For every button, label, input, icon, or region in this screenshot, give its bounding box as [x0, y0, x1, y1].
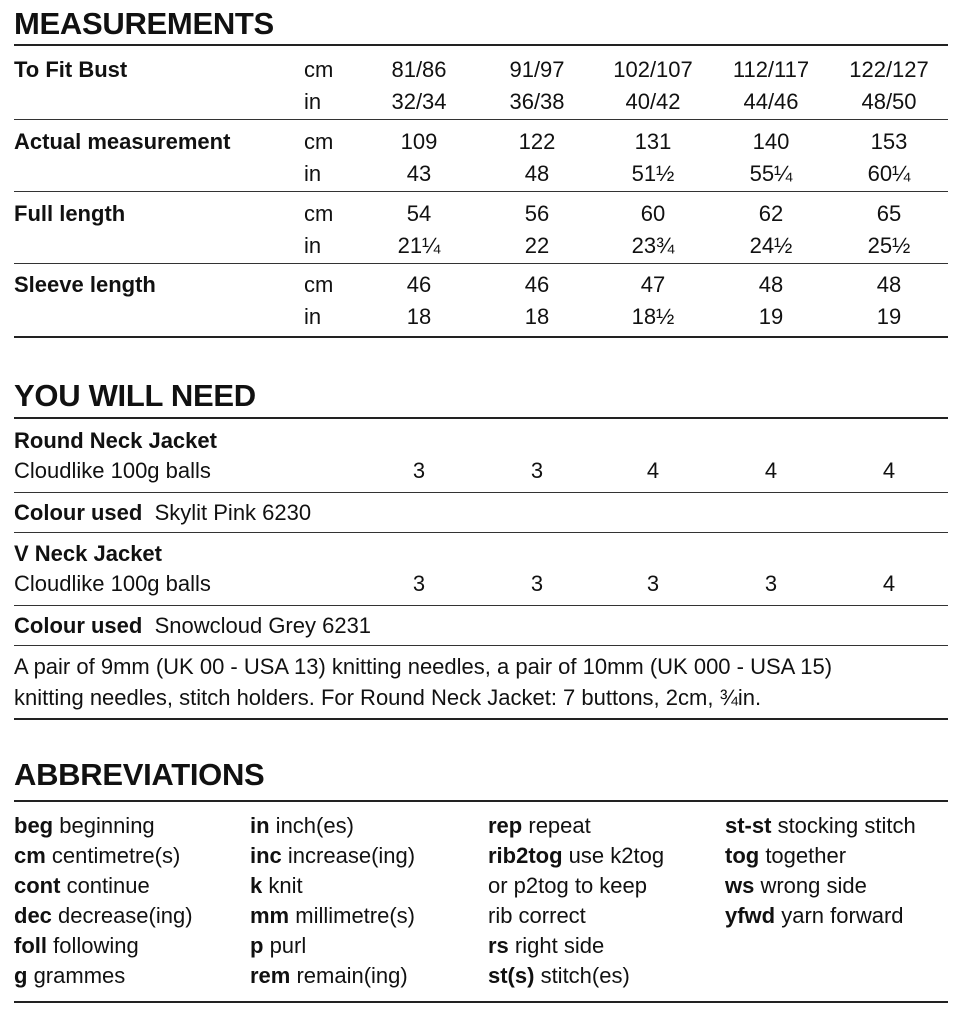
abbreviation-key: yfwd	[725, 903, 776, 928]
cell-in: 32/34	[391, 89, 447, 114]
abbreviation-meaning: yarn forward	[775, 903, 904, 928]
abbreviation-item	[488, 901, 664, 931]
rule-abbr-top	[14, 800, 948, 802]
row-divider	[14, 263, 948, 264]
abbreviation-item	[488, 961, 664, 991]
abbreviation-key: st(s)	[488, 963, 535, 988]
abbreviation-key: cont	[14, 873, 61, 898]
cell-cm: 48	[758, 272, 784, 297]
ball-count: 3	[412, 458, 426, 483]
unit-cm: cm	[304, 201, 334, 226]
cell-cm: 102/107	[613, 57, 693, 82]
cell-in: 55¼	[749, 161, 793, 186]
abbreviation-key: foll	[14, 933, 47, 958]
row-divider	[14, 191, 948, 192]
ball-count: 3	[646, 571, 660, 596]
unit-in: in	[304, 89, 322, 114]
row-label: Full length	[14, 201, 126, 226]
abbreviation-meaning: increase(ing)	[281, 843, 416, 868]
cell-in: 40/42	[625, 89, 681, 114]
ball-count: 4	[882, 571, 896, 596]
cell-in: 19	[876, 304, 902, 329]
abbreviation-item	[488, 931, 664, 961]
abbreviation-meaning: or p2tog to keep	[488, 873, 648, 898]
rule-need-top	[14, 417, 948, 419]
abbreviation-key: ws	[725, 873, 755, 898]
rule-need-bottom	[14, 718, 948, 720]
unit-in: in	[304, 304, 322, 329]
abbreviation-item	[250, 871, 415, 901]
abbreviation-key: g	[14, 963, 28, 988]
cell-in: 36/38	[509, 89, 565, 114]
cell-in: 25½	[867, 233, 911, 258]
abbreviation-column	[14, 811, 193, 991]
abbreviation-item	[725, 901, 916, 931]
ball-count: 4	[646, 458, 660, 483]
abbreviation-item	[14, 901, 193, 931]
abbreviation-meaning: repeat	[522, 813, 591, 838]
abbreviation-meaning: wrong side	[754, 873, 867, 898]
abbreviation-key: st-st	[725, 813, 772, 838]
unit-cm: cm	[304, 272, 334, 297]
abbreviation-meaning: stitch(es)	[534, 963, 630, 988]
round-neck-balls-label: Cloudlike 100g balls	[14, 458, 211, 483]
cell-in: 23¾	[631, 233, 675, 258]
cell-in: 19	[758, 304, 784, 329]
cell-cm: 81/86	[391, 57, 447, 82]
abbreviation-key: rib2tog	[488, 843, 563, 868]
ball-count: 3	[530, 571, 544, 596]
abbreviation-meaning: rib correct	[488, 903, 586, 928]
cell-in: 51½	[631, 161, 675, 186]
abbreviation-key: k	[250, 873, 263, 898]
abbreviation-meaning: purl	[263, 933, 307, 958]
abbreviation-key: dec	[14, 903, 52, 928]
abbreviation-meaning: beginning	[53, 813, 155, 838]
cell-in: 18½	[631, 304, 675, 329]
colour-used-label: Colour used	[14, 500, 143, 525]
row-label: To Fit Bust	[14, 57, 128, 82]
abbreviation-item	[14, 871, 193, 901]
abbreviation-meaning: grammes	[27, 963, 126, 988]
abbreviation-key: inc	[250, 843, 282, 868]
abbreviation-item	[14, 841, 193, 871]
cell-cm: 62	[758, 201, 784, 226]
rule-top	[14, 44, 948, 46]
abbreviation-key: cm	[14, 843, 46, 868]
abbreviation-meaning: inch(es)	[269, 813, 354, 838]
abbreviation-meaning: remain(ing)	[290, 963, 408, 988]
cell-cm: 91/97	[509, 57, 565, 82]
rule-vneck-colour	[14, 645, 948, 646]
v-neck-colour	[14, 611, 371, 641]
colour-used-value: Skylit Pink 6230	[154, 500, 312, 525]
cell-cm: 112/117	[732, 57, 810, 82]
round-neck-title: Round Neck Jacket	[14, 428, 217, 453]
abbreviation-meaning: following	[47, 933, 139, 958]
abbreviation-item	[250, 931, 415, 961]
cell-cm: 54	[406, 201, 432, 226]
row-divider	[14, 336, 948, 338]
unit-cm: cm	[304, 129, 334, 154]
abbreviation-item	[725, 811, 916, 841]
cell-in: 43	[406, 161, 432, 186]
cell-cm: 122	[518, 129, 556, 154]
rule-bottom	[14, 1001, 948, 1003]
needles-note-line1: A pair of 9mm (UK 00 - USA 13) knitting needles, a pair of 10mm (UK 000 - USA 15)	[14, 654, 833, 679]
abbreviation-key: mm	[250, 903, 290, 928]
abbreviation-meaning: millimetre(s)	[289, 903, 416, 928]
abbreviation-meaning: knit	[262, 873, 303, 898]
cell-cm: 122/127	[849, 57, 929, 82]
cell-cm: 56	[524, 201, 550, 226]
abbreviation-item	[488, 841, 664, 871]
row-label: Actual measurement	[14, 129, 231, 154]
abbreviation-item	[250, 961, 415, 991]
cell-in: 18	[524, 304, 550, 329]
rule-vneck-balls	[14, 605, 948, 606]
abbreviation-column	[488, 811, 664, 991]
unit-cm: cm	[304, 57, 334, 82]
colour-used-label: Colour used	[14, 613, 143, 638]
abbreviation-column	[250, 811, 415, 991]
abbreviation-meaning: use k2tog	[562, 843, 665, 868]
round-neck-colour	[14, 498, 311, 528]
abbreviation-item	[725, 841, 916, 871]
rule-round-balls	[14, 492, 948, 493]
cell-in: 48/50	[861, 89, 917, 114]
abbreviation-item	[14, 811, 193, 841]
abbreviation-item	[488, 871, 664, 901]
abbreviation-meaning: together	[759, 843, 847, 868]
cell-cm: 109	[400, 129, 438, 154]
cell-cm: 131	[634, 129, 672, 154]
cell-in: 24½	[749, 233, 793, 258]
cell-cm: 140	[752, 129, 790, 154]
abbreviation-key: tog	[725, 843, 760, 868]
abbreviation-meaning: right side	[508, 933, 605, 958]
measurements-heading: MEASUREMENTS	[14, 6, 274, 41]
unit-in: in	[304, 161, 322, 186]
cell-in: 60¼	[867, 161, 911, 186]
cell-in: 48	[524, 161, 550, 186]
cell-cm: 60	[640, 201, 666, 226]
cell-cm: 153	[870, 129, 908, 154]
unit-in: in	[304, 233, 322, 258]
cell-in: 44/46	[743, 89, 799, 114]
ball-count: 4	[764, 458, 778, 483]
cell-cm: 47	[640, 272, 666, 297]
abbreviation-key: rem	[250, 963, 291, 988]
ball-count: 4	[882, 458, 896, 483]
ball-count: 3	[764, 571, 778, 596]
cell-cm: 46	[406, 272, 432, 297]
abbreviation-key: beg	[14, 813, 54, 838]
abbreviation-item	[14, 961, 193, 991]
rule-round-colour	[14, 532, 948, 533]
cell-cm: 65	[876, 201, 902, 226]
abbreviation-key: in	[250, 813, 270, 838]
abbreviation-key: rs	[488, 933, 509, 958]
row-label: Sleeve length	[14, 272, 156, 297]
abbreviation-meaning: decrease(ing)	[51, 903, 193, 928]
abbreviation-meaning: centimetre(s)	[45, 843, 181, 868]
abbreviation-item	[250, 841, 415, 871]
abbreviation-column	[725, 811, 916, 931]
colour-used-value: Snowcloud Grey 6231	[154, 613, 372, 638]
cell-in: 22	[524, 233, 550, 258]
need-heading: YOU WILL NEED	[14, 378, 256, 413]
v-neck-balls-label: Cloudlike 100g balls	[14, 571, 211, 596]
cell-in: 18	[406, 304, 432, 329]
cell-cm: 48	[876, 272, 902, 297]
v-neck-title: V Neck Jacket	[14, 541, 162, 566]
abbreviation-item	[250, 901, 415, 931]
abbreviation-key: rep	[488, 813, 523, 838]
abbreviations-heading: ABBREVIATIONS	[14, 757, 265, 792]
ball-count: 3	[412, 571, 426, 596]
ball-count: 3	[530, 458, 544, 483]
abbreviation-meaning: stocking stitch	[771, 813, 916, 838]
abbreviation-item	[250, 811, 415, 841]
abbreviation-key: p	[250, 933, 264, 958]
needles-note-line2: knitting needles, stitch holders. For Round Neck Jacket: 7 buttons, 2cm, ¾in.	[14, 685, 762, 710]
abbreviation-item	[725, 871, 916, 901]
abbreviation-item	[14, 931, 193, 961]
cell-in: 21¼	[397, 233, 441, 258]
abbreviation-meaning: continue	[60, 873, 150, 898]
row-divider	[14, 119, 948, 120]
cell-cm: 46	[524, 272, 550, 297]
abbreviation-item	[488, 811, 664, 841]
